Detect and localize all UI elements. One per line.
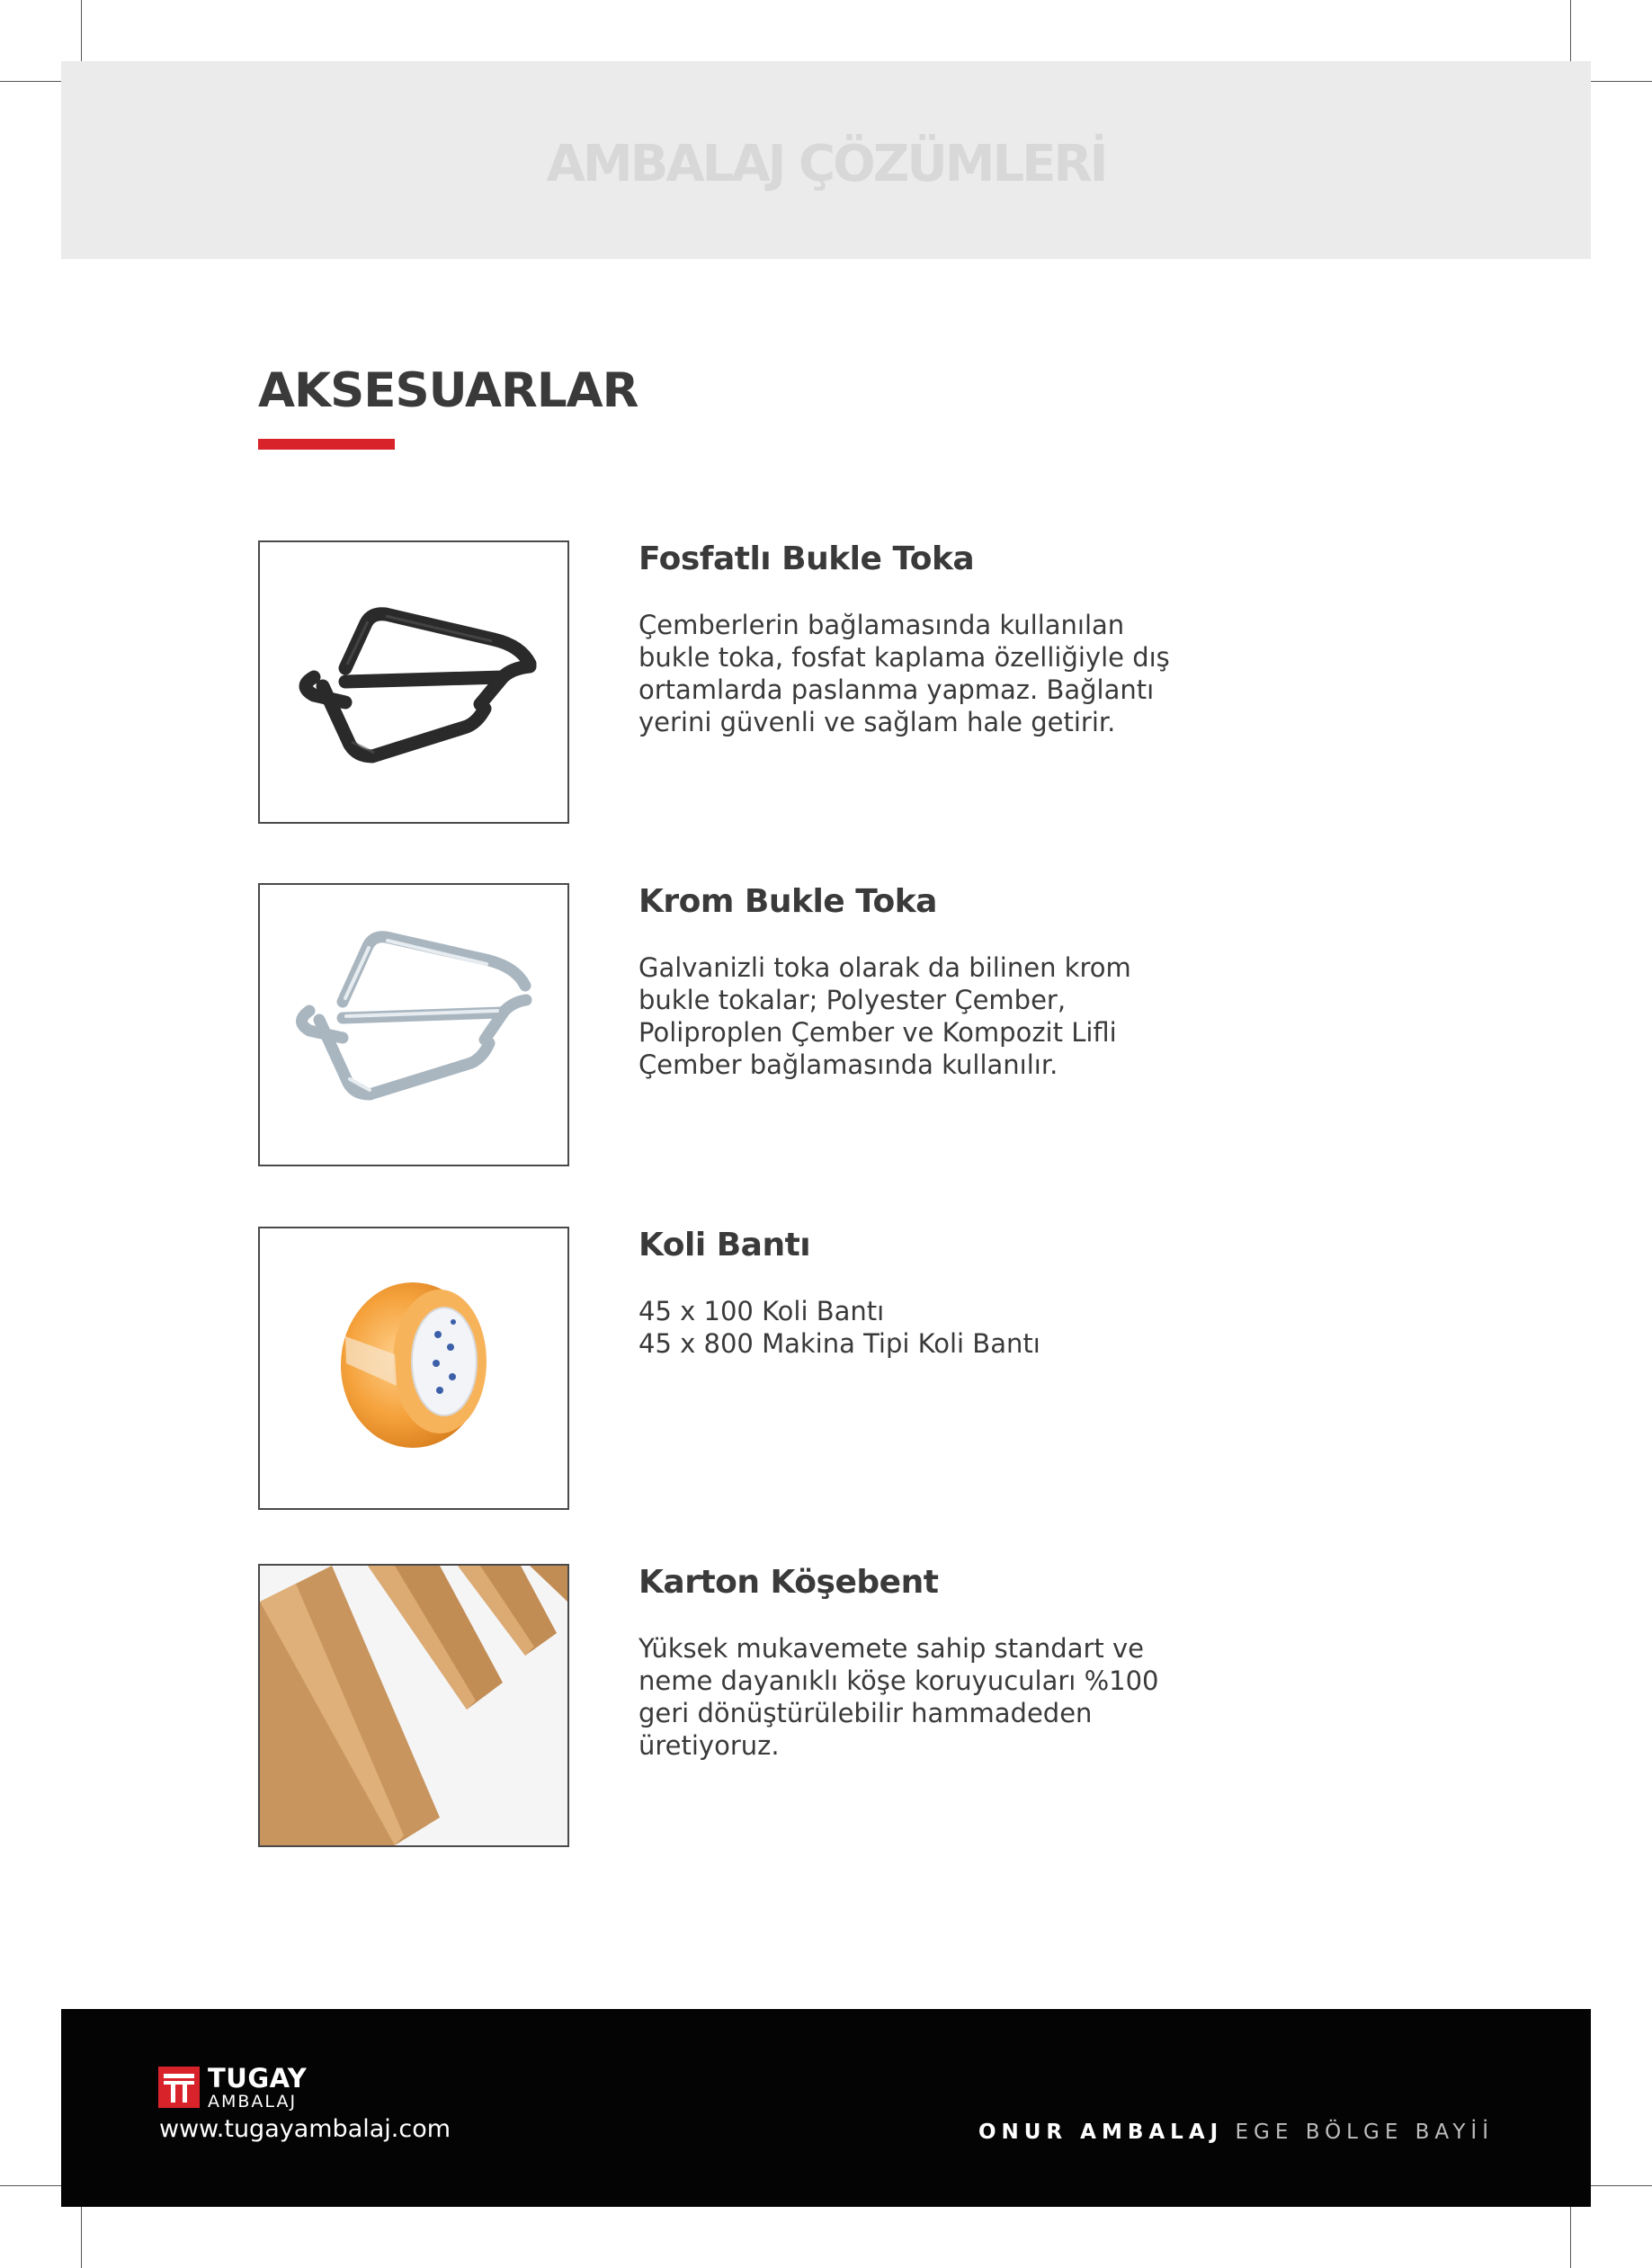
crop-mark: [1570, 0, 1571, 65]
description-line: bukle tokalar; Polyester Çember,: [638, 985, 1067, 1015]
product-description: [638, 609, 1196, 738]
header-title: AMBALAJ ÇÖZÜMLERİ: [546, 135, 1106, 193]
description-line: 45 x 100 Koli Bantı: [638, 1296, 885, 1326]
product-item: [258, 1564, 1337, 1847]
product-item: [258, 540, 1337, 824]
description-line: Galvanizli toka olarak da bilinen krom: [638, 952, 1131, 983]
section-title: AKSESUARLAR: [258, 363, 638, 418]
description-line: geri dönüştürülebilir hammadeden: [638, 1698, 1093, 1728]
description-line: ortamlarda paslanma yapmaz. Bağlantı: [638, 674, 1155, 705]
tugay-logo-icon: [158, 2067, 200, 2108]
description-line: üretiyoruz.: [638, 1730, 780, 1761]
description-line: Çemberlerin bağlamasında kullanılan: [638, 610, 1125, 640]
product-name: Koli Bantı: [638, 1227, 811, 1263]
product-description: [638, 951, 1196, 1081]
product-item: [258, 883, 1337, 1166]
crop-mark: [81, 2203, 82, 2268]
logo-name: TUGAY: [208, 2063, 308, 2094]
product-description: [638, 1295, 1196, 1360]
product-image-phosphate-buckle: [258, 540, 569, 824]
crop-mark: [0, 81, 65, 82]
logo-subtitle: AMBALAJ: [208, 2092, 298, 2112]
description-line: yerini güvenli ve sağlam hale getirir.: [638, 707, 1116, 737]
description-line: Yüksek mukavemete sahip standart ve: [638, 1633, 1145, 1664]
crop-mark: [1587, 2185, 1652, 2186]
product-image-packing-tape: [258, 1227, 569, 1510]
description-line: bukle toka, fosfat kaplama özelliğiyle dış: [638, 642, 1170, 673]
description-line: Poliproplen Çember ve Kompozit Lifli: [638, 1017, 1117, 1048]
product-name: Krom Bukle Toka: [638, 883, 937, 920]
description-line: Çember bağlamasında kullanılır.: [638, 1049, 1058, 1080]
crop-mark: [1570, 2203, 1571, 2268]
product-name: Fosfatlı Bukle Toka: [638, 540, 975, 577]
website-link[interactable]: www.tugayambalaj.com: [159, 2115, 451, 2143]
crop-mark: [81, 0, 82, 65]
section-underline: [258, 439, 395, 450]
product-image-cardboard-corner: [258, 1564, 569, 1847]
description-line: neme dayanıklı köşe koruyucuları %100: [638, 1665, 1159, 1696]
product-name: Karton Köşebent: [638, 1564, 939, 1601]
product-item: [258, 1227, 1337, 1510]
crop-mark: [0, 2185, 65, 2186]
description-line: 45 x 800 Makina Tipi Koli Bantı: [638, 1328, 1040, 1359]
product-description: [638, 1632, 1196, 1762]
tugay-logo: [158, 2063, 338, 2112]
crop-mark: [1587, 81, 1652, 82]
product-image-chrome-buckle: [258, 883, 569, 1166]
dealer-info: [978, 2121, 1494, 2144]
dealer-tag: EGE BÖLGE BAYİİ: [1235, 2121, 1494, 2144]
dealer-brand: ONUR AMBALAJ: [978, 2121, 1224, 2144]
footer: [61, 2009, 1591, 2207]
